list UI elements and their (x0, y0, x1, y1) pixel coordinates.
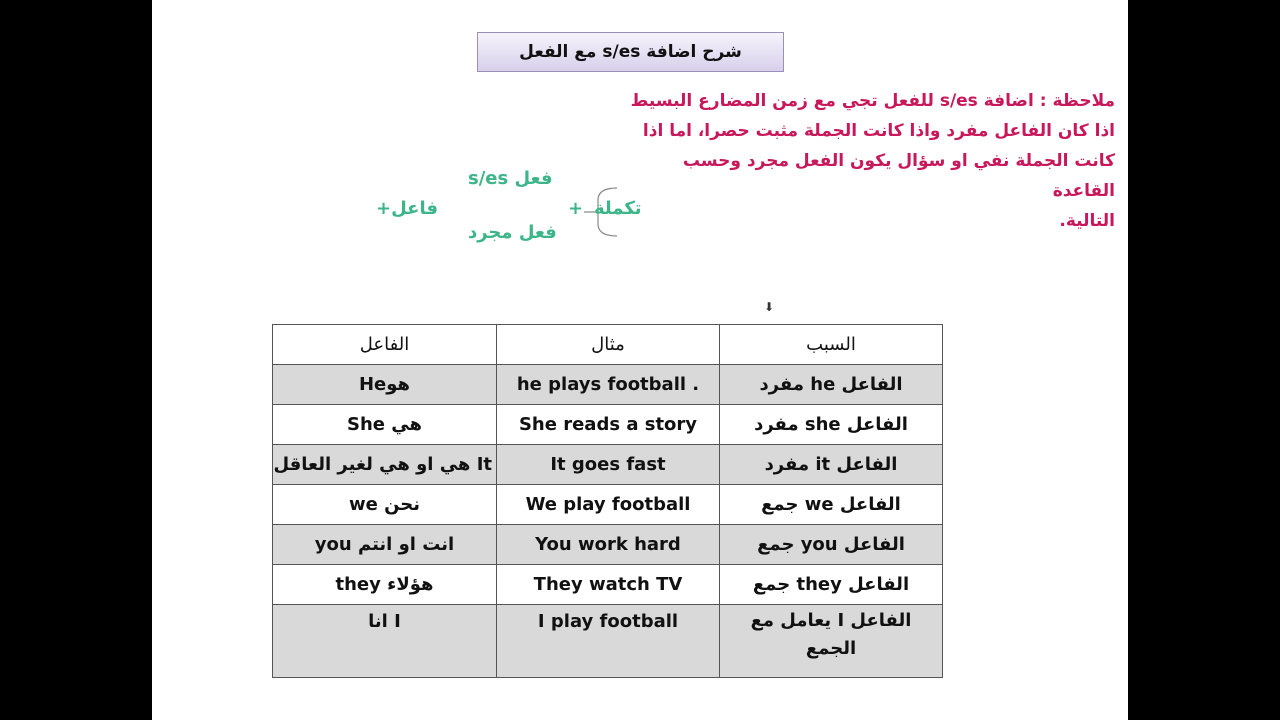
note-line: اذا كان الفاعل مفرد واذا كانت الجملة مثبت حصرا، اما اذا (642, 121, 1115, 141)
table-row (273, 365, 943, 405)
reason-cell: الفاعل you جمع (720, 525, 943, 565)
complement-label: تكملة (594, 198, 642, 219)
subject-label: فاعل+ (376, 198, 438, 219)
subject-cell: انت او انتم you (273, 525, 497, 565)
slide (152, 0, 1128, 720)
reason-cell: الفاعل I يعامل مع الجمع (720, 605, 943, 678)
example-cell: It goes fast (497, 445, 720, 485)
header-subject: الفاعل (273, 325, 497, 365)
subject-cell: هوHe (273, 365, 497, 405)
header-example: مثال (497, 325, 720, 365)
plus-sign: + (568, 198, 584, 219)
subject-cell: هؤلاء they (273, 565, 497, 605)
reason-cell: الفاعل he مفرد (720, 365, 943, 405)
verb-bare-label: فعل مجرد (468, 222, 557, 243)
reason-cell: الفاعل we جمع (720, 485, 943, 525)
example-cell: You work hard (497, 525, 720, 565)
example-cell: We play football (497, 485, 720, 525)
subject-cell: نحن we (273, 485, 497, 525)
reason-cell: الفاعل she مفرد (720, 405, 943, 445)
sentence-structure-diagram (362, 160, 662, 260)
lesson-title: شرح اضافة s/es مع الفعل (477, 32, 784, 72)
table-row (273, 485, 943, 525)
table-header-row (273, 325, 943, 365)
note-line: كانت الجملة نفي او سؤال يكون الفعل مجرد وحسب القاعدة (682, 151, 1115, 201)
cursor-mark-icon: ⬇ (764, 300, 775, 314)
note-paragraph (615, 86, 1115, 236)
verb-ses-label: فعل s/es (468, 168, 553, 189)
header-reason: السبب (720, 325, 943, 365)
subject-cell: It هي او هي لغير العاقل (273, 445, 497, 485)
note-line: التالية. (1059, 211, 1115, 231)
table-row (273, 605, 943, 678)
table-row (273, 405, 943, 445)
table-row (273, 525, 943, 565)
example-cell: he plays football . (497, 365, 720, 405)
note-line: ملاحظة : اضافة s/es للفعل تجي مع زمن المضارع البسيط (630, 91, 1115, 111)
table-row (273, 445, 943, 485)
reason-cell: الفاعل it مفرد (720, 445, 943, 485)
table-row (273, 565, 943, 605)
reason-cell: الفاعل they جمع (720, 565, 943, 605)
example-cell: She reads a story (497, 405, 720, 445)
subject-cell: هي She (273, 405, 497, 445)
example-cell: They watch TV (497, 565, 720, 605)
subject-rules-table (272, 324, 943, 678)
example-cell: I play football (497, 605, 720, 678)
subject-cell: I انا (273, 605, 497, 678)
